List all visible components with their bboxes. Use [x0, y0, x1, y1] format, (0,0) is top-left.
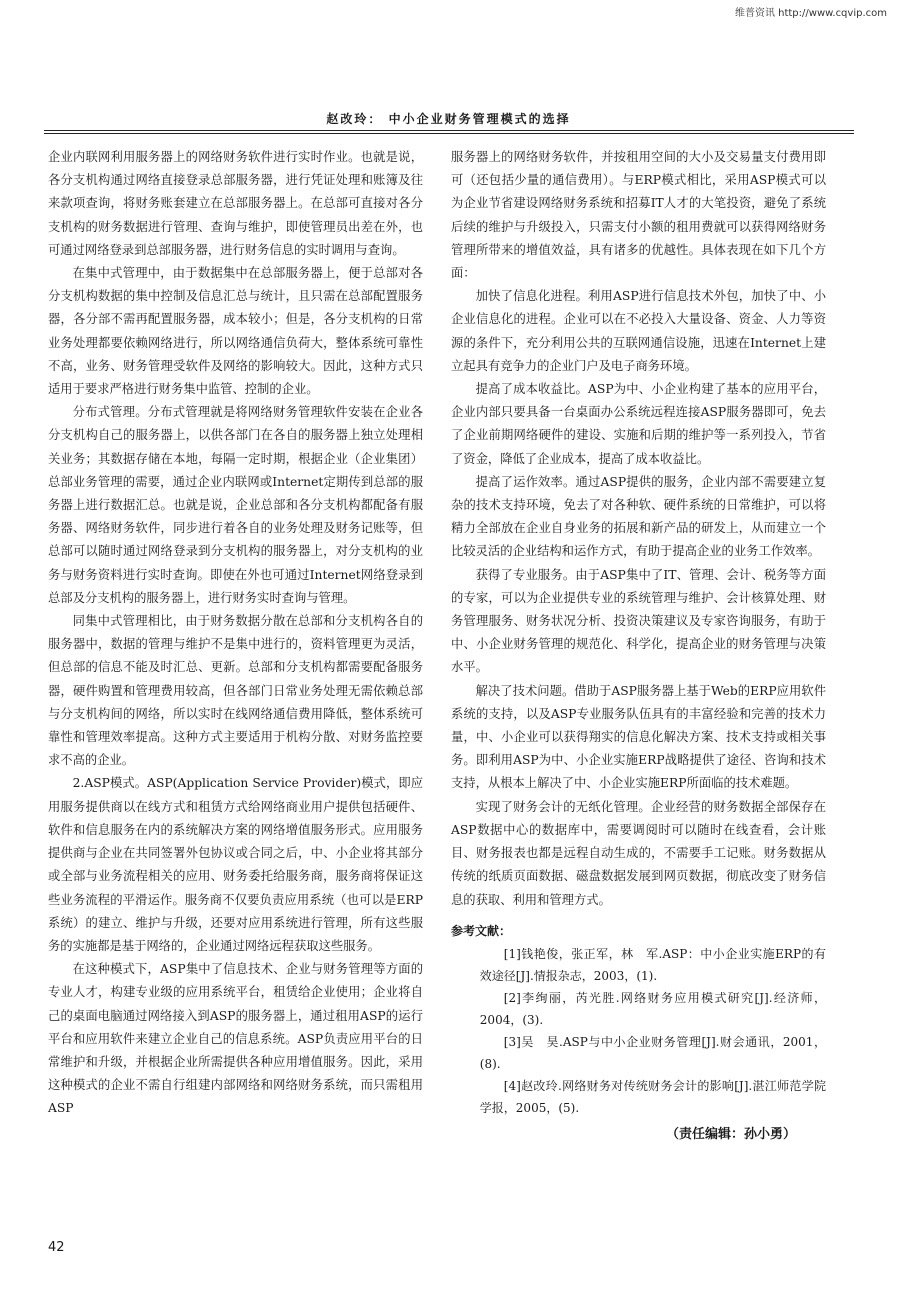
reference-item: [1]钱艳俊，张正军，林 军.ASP：中小企业实施ERP的有效途径[J].情报杂志，2003，(1).: [479, 946, 826, 983]
paragraph: 企业内联网利用服务器上的网络财务软件进行实时作业。也就是说，各分支机构通过网络直接登录总部服务器，进行凭证处理和账簿及往来款项查询，将财务账套建立在总部服务器上。在总部可直接对各分支机构的财务数据进行管理、查询与维护，即使管理员出差在外，也可通过网络登录到总部服务器，进行财务信息的实时调用与查询。: [48, 150, 423, 257]
paragraph: 分布式管理。分布式管理就是将网络财务管理软件安装在企业各分支机构自己的服务器上，以供各部门在各自的服务器上独立处理相关业务；其数据存储在本地，每隔一定时期，根据企业（企业集团）总部业务管理的需要，通过企业内联网或Internet定期传到总部的服务器上进行数据汇总。也就是说，企业总部和各分支机构都配备有服务器、网络财务软件，同步进行着各自的业务处理及财务记账等，但总部可以随时通过网络登录到分支机构的服务器上，对分支机构的业务与财务资料进行实时查询。即使在外也可通过Internet网络登录到总部及分支机构的服务器上，进行财务实时查询与管理。: [48, 405, 423, 605]
references-title: 参考文献：: [451, 923, 512, 938]
responsible-editor: （责任编辑：孙小勇）: [665, 1126, 796, 1142]
paragraph: 在这种模式下，ASP集中了信息技术、企业与财务管理等方面的专业人才，构建专业级的应用系统平台，租赁给企业使用；企业将自己的桌面电脑通过网络接入到ASP的服务器上，通过租用ASP的运行平台和应用软件来建立企业自己的信息系统。ASP负责应用平台的日常维护和升级，并根据企业所需提供各种应用增值服务。因此，采用这种模式的企业不需自行组建内部网络和网络财务系统，而只需租用ASP: [48, 962, 423, 1116]
header-rule-thin: [44, 133, 854, 134]
paragraph: 2.ASP模式。ASP(Application Service Provider)模式，即应用服务提供商以在线方式和租赁方式给网络商业用户提供包括硬件、软件和信息服务在内的系统解决方案的网络增值服务形式。应用服务提供商与企业在共同签署外包协议或合同之后，中、小企业将其部分或全部与业务流程相关的应用、财务委托给服务商，服务商将保证这些业务流程的平滑运作。服务商不仅要负责应用系统（也可以是ERP系统）的建立、维护与升级，还要对应用系统进行管理，所有这些服务的实施都是基于网络的，企业通过网络远程获取这些服务。: [48, 776, 423, 953]
paragraph: 加快了信息化进程。利用ASP进行信息技术外包，加快了中、小企业信息化的进程。企业可以在不必投入大量设备、资金、人力等资源的条件下，充分利用公共的互联网通信设施，迅速在Internet上建立起具有竞争力的企业门户及电子商务环境。: [451, 289, 826, 373]
reference-item: [3]吴 昊.ASP与中小企业财务管理[J].财会通讯，2001，(8).: [479, 1034, 826, 1071]
references-list: [451, 943, 826, 1119]
paragraph: 服务器上的网络财务软件，并按租用空间的大小及交易量支付费用即可（还包括少量的通信费用）。与ERP模式相比，采用ASP模式可以为企业节省建设网络财务系统和招募IT人才的大笔投资，避免了系统后续的维护与升级投入，只需支付小额的租用费就可以获得网络财务管理所带来的增值效益，具有诸多的优越性。具体表现在如下几个方面：: [451, 150, 826, 281]
right-column: [451, 146, 826, 1146]
paragraph: 提高了运作效率。通过ASP提供的服务，企业内部不需要建立复杂的技术支持环境，免去了对各种软、硬件系统的日常维护，可以将精力全部放在企业自身业务的拓展和新产品的研发上，从而建立一个比较灵活的企业结构和运作方式，有助于提高企业的业务工作效率。: [451, 474, 826, 559]
paragraph: 在集中式管理中，由于数据集中在总部服务器上，便于总部对各分支机构数据的集中控制及信息汇总与统计，且只需在总部配置服务器，各分部不需再配置服务器，成本较小；但是，各分支机构的日常业务处理都要依赖网络进行，所以网络通信负荷大，整体系统可靠性不高，业务、财务管理受软件及网络的影响较大。因此，这种方式只适用于要求严格进行财务集中监管、控制的企业。: [48, 266, 423, 397]
running-head: 赵改玲： 中小企业财务管理模式的选择: [326, 112, 571, 126]
page-number: 42: [48, 1240, 65, 1255]
left-column: [48, 146, 423, 1121]
reference-item: [4]赵改玲.网络财务对传统财务会计的影响[J].湛江师范学院学报，2005，(5).: [479, 1078, 826, 1115]
watermark: 维普资讯 http://www.cqvip.com: [734, 8, 887, 19]
paragraph: 获得了专业服务。由于ASP集中了IT、管理、会计、税务等方面的专家，可以为企业提供专业的系统管理与维护、会计核算处理、财务管理服务、财务状况分析、投资决策建议及专家咨询服务，有助于中、小企业财务管理的规范化、科学化，提高企业的财务管理与决策水平。: [451, 567, 826, 675]
reference-item: [2]李绚丽，芮光胜.网络财务应用模式研究[J].经济师，2004，(3).: [479, 990, 826, 1027]
header-rule: [44, 130, 854, 131]
paragraph: 解决了技术问题。借助于ASP服务器上基于Web的ERP应用软件系统的支持，以及ASP专业服务队伍具有的丰富经验和完善的技术力量，中、小企业可以获得翔实的信息化解决方案、技术支持或相关事务。即利用ASP为中、小企业实施ERP战略提供了途径、咨询和技术支持，从根本上解决了中、小企业实施ERP所面临的技术难题。: [451, 683, 826, 791]
paragraph: 提高了成本收益比。ASP为中、小企业构建了基本的应用平台，企业内部只要具备一台桌面办公系统远程连接ASP服务器即可，免去了企业前期网络硬件的建设、实施和后期的维护等一系列投入，节省了资金，降低了企业成本，提高了成本收益比。: [451, 382, 826, 466]
paragraph: 同集中式管理相比，由于财务数据分散在总部和分支机构各自的服务器中，数据的管理与维护不是集中进行的，资料管理更为灵活，但总部的信息不能及时汇总、更新。总部和分支机构都需要配备服务器，硬件购置和管理费用较高，但各部门日常业务处理无需依赖总部与分支机构间的网络，所以实时在线网络通信费用降低，整体系统可靠性和管理效率提高。这种方式主要适用于机构分散、对财务监控要求不高的企业。: [48, 614, 423, 768]
paragraph: 实现了财务会计的无纸化管理。企业经营的财务数据全部保存在ASP数据中心的数据库中，需要调阅时可以随时在线查看，会计账目、财务报表也都是远程自动生成的，不需要手工记账。财务数据从传统的纸质页面数据、磁盘数据发展到网页数据，彻底改变了财务信息的获取、利用和管理方式。: [451, 799, 826, 907]
